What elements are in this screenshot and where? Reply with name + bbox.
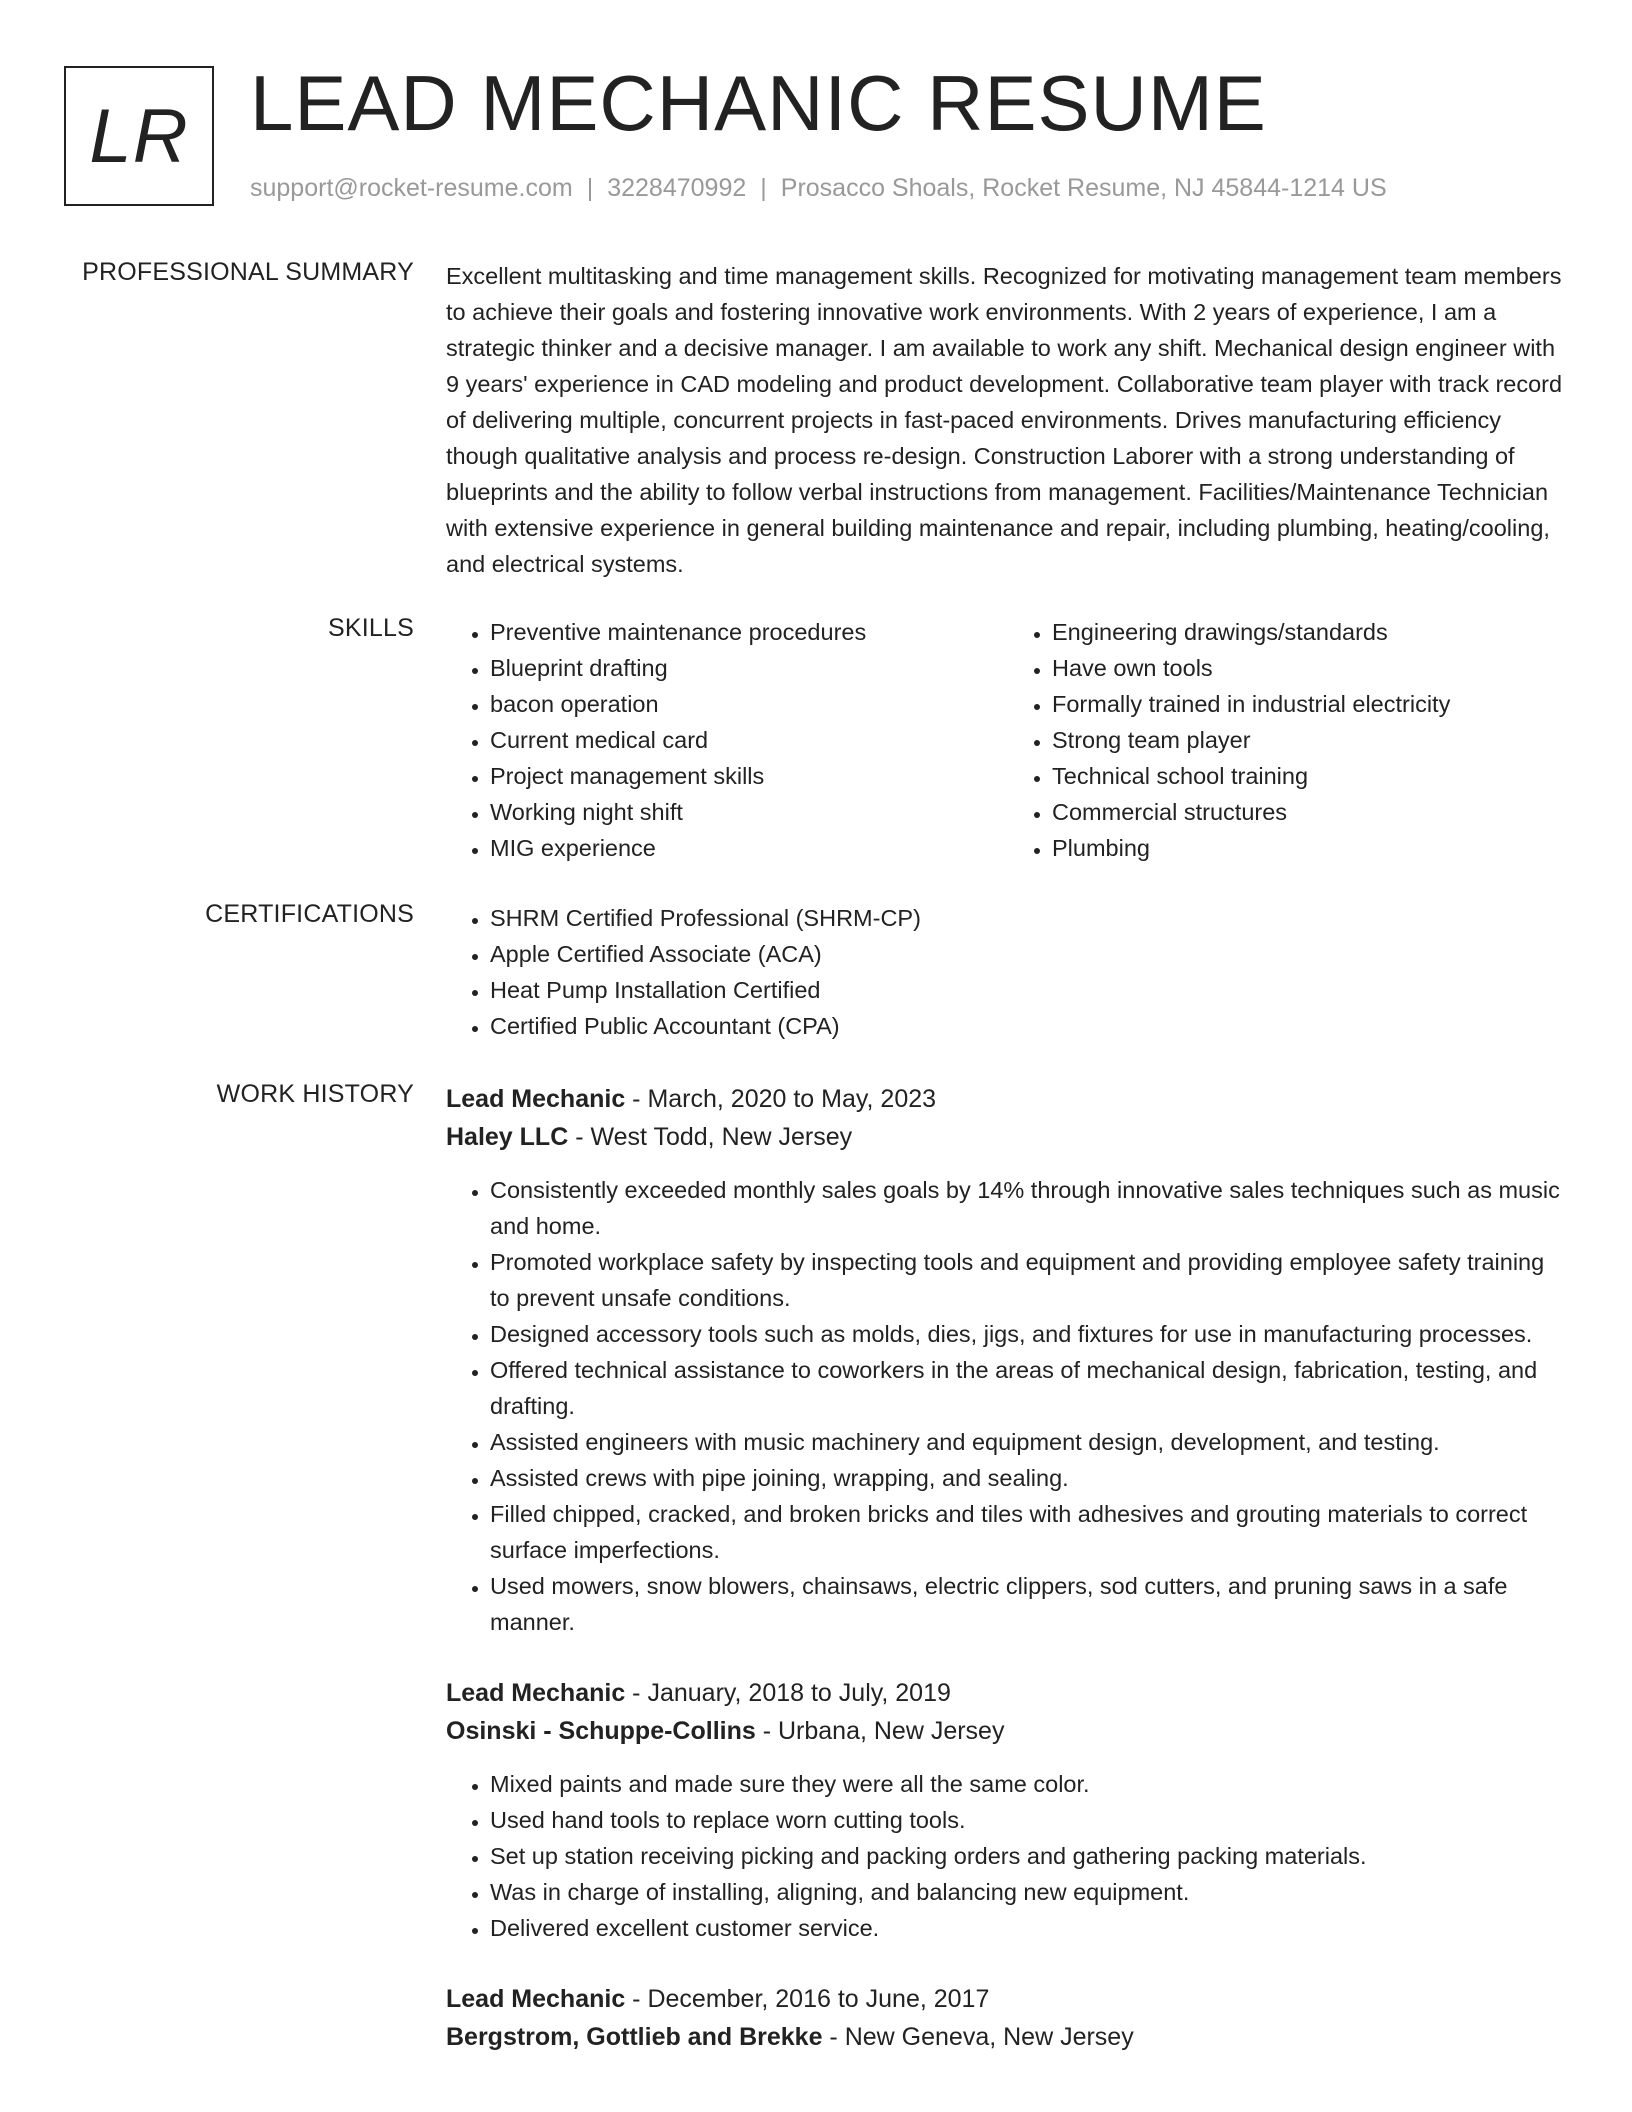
job-bullets — [446, 1766, 1570, 1946]
list-item: • Offered technical assistance to coworkers in the areas of mechanical design, fabrication, testing, and drafting. — [490, 1352, 1570, 1424]
skills-body — [446, 614, 1570, 866]
job-company: Haley LLC — [446, 1123, 569, 1151]
job-dates: - March, 2020 to May, 2023 — [625, 1085, 937, 1113]
list-item: • Engineering drawings/standards — [1052, 614, 1570, 650]
list-item: • Delivered excellent customer service. — [490, 1910, 1570, 1946]
job-location: - New Geneva, New Jersey — [822, 2023, 1134, 2051]
contact-line — [250, 174, 1387, 203]
list-item: • Designed accessory tools such as molds, dies, jigs, and fixtures for use in manufacturing processes. — [490, 1316, 1570, 1352]
certifications-list — [446, 900, 1570, 1044]
job-title: Lead Mechanic — [446, 1985, 626, 2013]
list-item: • Used hand tools to replace worn cutting tools. — [490, 1802, 1570, 1838]
list-item: • Working night shift — [490, 794, 1008, 830]
list-item: • SHRM Certified Professional (SHRM-CP) — [490, 900, 1570, 936]
job-title: Lead Mechanic — [446, 1679, 626, 1707]
section-label-certifications: CERTIFICATIONS — [205, 900, 414, 928]
contact-separator: | — [586, 174, 594, 202]
list-item: • Consistently exceeded monthly sales goals by 14% through innovative sales techniques such as music and home. — [490, 1172, 1570, 1244]
list-item: • Was in charge of installing, aligning, and balancing new equipment. — [490, 1874, 1570, 1910]
list-item: • Strong team player — [1052, 722, 1570, 758]
contact-phone: 3228470992 — [607, 174, 747, 202]
list-item: • Promoted workplace safety by inspecting tools and equipment and providing employee safety training to prevent unsafe conditions. — [490, 1244, 1570, 1316]
list-item: • Apple Certified Associate (ACA) — [490, 936, 1570, 972]
summary-body — [446, 258, 1570, 582]
list-item: • MIG experience — [490, 830, 1008, 866]
job-entry — [446, 1674, 1570, 1946]
contact-email: support@rocket-resume.com — [250, 174, 573, 202]
job-dates: - January, 2018 to July, 2019 — [625, 1679, 951, 1707]
contact-separator: | — [760, 174, 767, 202]
monogram-logo: LR — [64, 66, 214, 206]
list-item: • Preventive maintenance procedures — [490, 614, 1008, 650]
job-company: Osinski - Schuppe-Collins — [446, 1717, 756, 1745]
job-title-line — [446, 1980, 1570, 2018]
skills-list-left — [446, 614, 1008, 866]
section-label-work-history: WORK HISTORY — [216, 1080, 414, 1108]
work-history-body — [446, 1080, 1570, 2090]
job-entry — [446, 1980, 1570, 2056]
list-item: • Project management skills — [490, 758, 1008, 794]
job-entry — [446, 1080, 1570, 1640]
section-label-summary: PROFESSIONAL SUMMARY — [82, 258, 414, 286]
summary-text: Excellent multitasking and time management skills. Recognized for motivating management team members to achieve their goals and fostering innovative work environments. With 2 years of experience, I am a strategic thinker and a decisive manager. I am available to work any shift. Mechanical design engineer with 9 years' experience in CAD modeling and product development. Collaborative team player with track record of delivering multiple, concurrent projects in fast-paced environments. Drives manufacturing efficiency though qualitative analysis and process re-design. Construction Laborer with a strong understanding of blueprints and the ability to follow verbal instructions from management. Facilities/Maintenance Technician with extensive experience in general building maintenance and repair, including plumbing, heating/cooling, and electrical systems. — [446, 263, 1563, 577]
certifications-body — [446, 900, 1570, 1044]
list-item: • Assisted crews with pipe joining, wrapping, and sealing. — [490, 1460, 1570, 1496]
list-item: • Commercial structures — [1052, 794, 1570, 830]
job-location: - Urbana, New Jersey — [755, 1717, 1005, 1745]
list-item: • Blueprint drafting — [490, 650, 1008, 686]
job-title-line — [446, 1080, 1570, 1118]
job-company-line — [446, 1712, 1570, 1750]
list-item: • Plumbing — [1052, 830, 1570, 866]
list-item: • bacon operation — [490, 686, 1008, 722]
job-company: Bergstrom, Gottlieb and Brekke — [446, 2023, 823, 2051]
job-title: Lead Mechanic — [446, 1085, 626, 1113]
list-item: • Heat Pump Installation Certified — [490, 972, 1570, 1008]
list-item: • Current medical card — [490, 722, 1008, 758]
list-item: • Assisted engineers with music machinery and equipment design, development, and testing. — [490, 1424, 1570, 1460]
job-company-line — [446, 2018, 1570, 2056]
job-title-line — [446, 1674, 1570, 1712]
page-title: LEAD MECHANIC RESUME — [250, 59, 1267, 147]
list-item: • Mixed paints and made sure they were all the same color. — [490, 1766, 1570, 1802]
skills-list-right — [1008, 614, 1570, 866]
list-item: • Used mowers, snow blowers, chainsaws, electric clippers, sod cutters, and pruning saws in a safe manner. — [490, 1568, 1570, 1640]
list-item: • Have own tools — [1052, 650, 1570, 686]
job-bullets — [446, 1172, 1570, 1640]
contact-address: Prosacco Shoals, Rocket Resume, NJ 45844-1214 US — [780, 174, 1387, 202]
list-item: • Technical school training — [1052, 758, 1570, 794]
job-location: - West Todd, New Jersey — [568, 1123, 853, 1151]
list-item: • Filled chipped, cracked, and broken bricks and tiles with adhesives and grouting materials to correct surface imperfections. — [490, 1496, 1570, 1568]
job-dates: - December, 2016 to June, 2017 — [625, 1985, 990, 2013]
job-company-line — [446, 1118, 1570, 1156]
list-item: • Set up station receiving picking and packing orders and gathering packing materials. — [490, 1838, 1570, 1874]
list-item: • Formally trained in industrial electricity — [1052, 686, 1570, 722]
list-item: • Certified Public Accountant (CPA) — [490, 1008, 1570, 1044]
section-label-skills: SKILLS — [328, 614, 414, 642]
